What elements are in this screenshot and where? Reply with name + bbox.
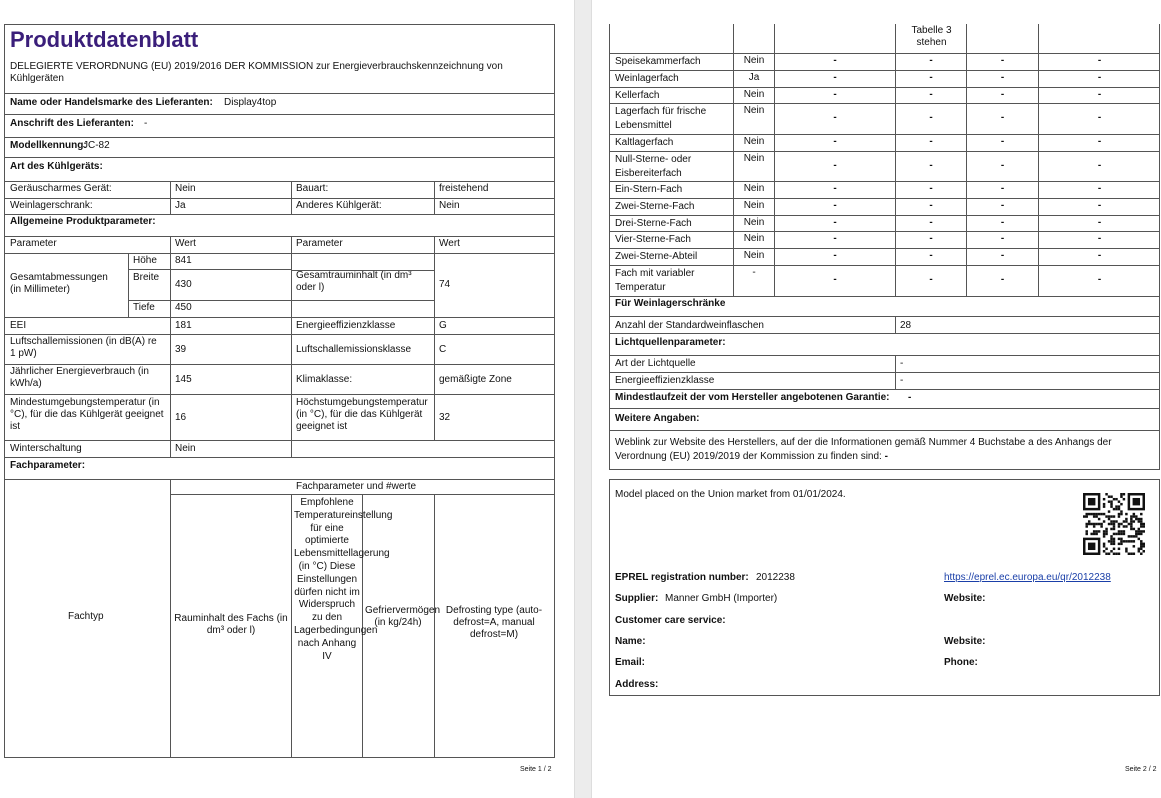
compartment-name: Null-Sterne- oder Eisbereiterfach — [615, 154, 692, 179]
dim-value: 450 — [175, 302, 192, 313]
compartment-cell: - — [929, 112, 933, 123]
param-label: Luftschallemissionsklasse — [296, 344, 412, 355]
param-label: Höchstumgebungstemperatur (in °C), für die das Kühlgerät geeignet ist — [296, 397, 428, 432]
customer-care-label: Customer care service: — [615, 615, 726, 626]
compartment-cell: - — [833, 200, 837, 211]
compartment-cell: - — [1097, 233, 1102, 244]
volume-label: Gesamtrauminhalt (in dm³ oder l) — [296, 270, 412, 293]
phone-label: Phone: — [944, 657, 978, 668]
compartment-cell: - — [1000, 274, 1005, 285]
compartment-cell: - — [1097, 72, 1102, 83]
compartment-cell: - — [929, 217, 933, 228]
page-gutter — [574, 0, 592, 798]
type-row-value: freistehend — [439, 183, 489, 194]
eprel-link[interactable]: https://eprel.ec.europa.eu/qr/2012238 — [944, 572, 1111, 583]
compartment-name: Zwei-Sterne-Abteil — [615, 251, 698, 262]
weblink-text — [615, 436, 1155, 464]
param-value: 39 — [175, 344, 187, 355]
compartment-present: Nein — [743, 105, 765, 116]
weblink-value: - — [884, 451, 888, 462]
column-header: Wert — [439, 238, 460, 249]
regulation-text: DELEGIERTE VERORDNUNG (EU) 2019/2016 DER KOMMISSION zur Energieverbrauchskennzeichnung von Kühlgeräten — [10, 61, 503, 84]
type-row-value: Nein — [439, 200, 460, 211]
model-label: Modellkennung: — [10, 140, 87, 151]
compartment-name: Lagerfach für frische Lebensmittel — [615, 106, 707, 131]
light-class-label: Energieeffizienzklasse — [615, 375, 715, 386]
param-label: Luftschallemissionen (in dB(A) re 1 pW) — [10, 336, 157, 359]
compartment-cell: - — [1000, 250, 1005, 261]
table-continuation-header: Tabelle 3 stehen — [911, 25, 952, 48]
compartment-present: Nein — [743, 183, 765, 194]
compartment-cell: - — [833, 250, 837, 261]
compartment-present: - — [752, 267, 756, 278]
weblink-text-body: Weblink zur Website des Herstellers, auf der die Informationen gemäß Nummer 4 Buchstabe a des Anhangs der Verordnung (EU) 2019/2019 der Kommission zu finden sind: — [615, 437, 1112, 462]
compartment-cell: - — [833, 72, 837, 83]
dim-label: Breite — [133, 272, 160, 283]
address-label: Anschrift des Lieferanten: — [10, 118, 134, 129]
column-fachtyp: Fachtyp — [68, 611, 104, 622]
dimensions-label: Gesamtabmessungen (in Millimeter) — [10, 272, 108, 295]
column-volume: Rauminhalt des Fachs (in dm³ oder l) — [174, 613, 288, 636]
compartment-present: Nein — [743, 153, 765, 164]
column-freezing: Gefriervermögen (in kg/24h) — [365, 605, 441, 628]
type-row-label: Bauart: — [296, 183, 329, 194]
light-heading: Lichtquellenparameter: — [615, 337, 726, 348]
compartment-name: Weinlagerfach — [615, 73, 679, 84]
compartment-name: Zwei-Sterne-Fach — [615, 201, 695, 212]
column-temperature: Empfohlene Temperatureinstellung für eine optimierte Lebensmittellagerung (in °C) Diese Einstellungen dürfen nicht im Widerspruch zu den Lagerbedingungen nach Anhang IV — [294, 497, 393, 662]
winter-value: Nein — [175, 443, 196, 454]
column-header: Parameter — [10, 238, 57, 249]
type-row-value: Nein — [175, 183, 196, 194]
dim-value: 430 — [175, 279, 192, 290]
compartment-cell: - — [929, 200, 933, 211]
dim-label: Tiefe — [133, 302, 155, 313]
type-row-label: Anderes Kühlgerät: — [296, 200, 382, 211]
compartment-cell: - — [929, 250, 933, 261]
compartment-cell: - — [1000, 89, 1005, 100]
more-heading: Weitere Angaben: — [615, 413, 700, 424]
page-title: Produktdatenblatt — [10, 27, 199, 52]
param-label: EEI — [10, 320, 27, 331]
compartment-cell: - — [1097, 217, 1102, 228]
compartment-name: Vier-Sterne-Fach — [615, 234, 691, 245]
column-header: Wert — [175, 238, 196, 249]
compartment-name: Kaltlagerfach — [615, 137, 674, 148]
compartment-cell: - — [833, 217, 837, 228]
compartment-cell: - — [1000, 233, 1005, 244]
compartment-cell: - — [929, 89, 933, 100]
column-header: Parameter — [296, 238, 343, 249]
bottles-value: 28 — [900, 320, 912, 331]
compartment-cell: - — [1000, 183, 1005, 194]
compartment-name: Drei-Sterne-Fach — [615, 218, 692, 229]
compartment-cell: - — [1097, 250, 1102, 261]
placed-on-market-text: Model placed on the Union market from 01/01/2024. — [615, 489, 846, 500]
eprel-label: EPREL registration number: — [615, 572, 749, 583]
type-row-label: Weinlagerschrank: — [10, 200, 93, 211]
compartment-present: Nein — [743, 136, 765, 147]
wine-heading: Für Weinlagerschränke — [615, 298, 726, 309]
compartment-name: Ein-Stern-Fach — [615, 184, 683, 195]
compartment-cell: - — [1000, 112, 1005, 123]
compartment-cell: - — [1097, 160, 1102, 171]
warranty-value: - — [908, 392, 912, 403]
page-1-frame — [4, 24, 555, 758]
compartment-cell: - — [1097, 136, 1102, 147]
light-type-value: - — [900, 358, 904, 369]
page-1 — [0, 0, 574, 798]
param-value: G — [439, 320, 447, 331]
compartment-present: Nein — [743, 200, 765, 211]
param-label: Jährlicher Energieverbrauch (in kWh/a) — [10, 366, 149, 389]
column-defrost: Defrosting type (auto-defrost=A, manual defrost=M) — [445, 605, 543, 640]
compartment-name: Speisekammerfach — [615, 56, 701, 67]
dim-label: Höhe — [133, 255, 157, 266]
param-value: 16 — [175, 412, 187, 423]
compartment-cell: - — [929, 55, 933, 66]
general-heading: Allgemeine Produktparameter: — [10, 216, 156, 227]
compartment-cell: - — [1000, 200, 1005, 211]
type-row-value: Ja — [175, 200, 186, 211]
compartment-cell: - — [833, 274, 837, 285]
compartment-cell: - — [1000, 136, 1005, 147]
compartment-name: Fach mit variabler Temperatur — [615, 268, 695, 293]
supplier-value: Manner GmbH (Importer) — [665, 593, 778, 604]
compartment-cell: - — [1097, 89, 1102, 100]
compartment-cell: - — [833, 55, 837, 66]
email-label: Email: — [615, 657, 646, 668]
supplier-value: Display4top — [224, 97, 277, 108]
compartment-heading: Fachparameter: — [10, 460, 86, 471]
winter-label: Winterschaltung — [10, 443, 82, 454]
compartment-cell: - — [929, 233, 933, 244]
model-value: JC-82 — [83, 140, 110, 151]
compartment-cell: - — [1097, 200, 1102, 211]
param-label: Klimaklasse: — [296, 374, 353, 385]
supplier-label: Name oder Handelsmarke des Lieferanten: — [10, 97, 213, 108]
param-label: Mindestumgebungstemperatur (in °C), für die das Kühlgerät geeignet ist — [10, 397, 164, 432]
compartment-cell: - — [833, 136, 837, 147]
compartment-cell: - — [929, 160, 933, 171]
page-2 — [592, 0, 1161, 798]
compartment-present: Nein — [743, 217, 765, 228]
name-label: Name: — [615, 636, 646, 647]
compartment-cell: - — [833, 183, 837, 194]
compartment-cell: - — [833, 160, 837, 171]
website-label: Website: — [944, 593, 986, 604]
compartment-cell: - — [833, 89, 837, 100]
type-row-label: Geräuscharmes Gerät: — [10, 183, 112, 194]
light-class-value: - — [900, 375, 904, 386]
compartment-cell: - — [929, 136, 933, 147]
eprel-value: 2012238 — [756, 572, 795, 583]
compartment-cell: - — [1097, 112, 1102, 123]
param-value: 32 — [439, 412, 451, 423]
compartment-cell: - — [1000, 217, 1005, 228]
param-value: 145 — [175, 374, 192, 385]
compartment-present: Ja — [748, 72, 760, 83]
compartment-cell: - — [929, 274, 933, 285]
compartment-cell: - — [1000, 72, 1005, 83]
compartment-present: Nein — [743, 55, 765, 66]
compartment-cell: - — [1097, 55, 1102, 66]
eprel-box — [609, 479, 1160, 696]
supplier-label: Supplier: — [615, 593, 659, 604]
compartment-cell: - — [1097, 183, 1102, 194]
qr-code-icon[interactable] — [1082, 493, 1146, 555]
light-type-label: Art der Lichtquelle — [615, 358, 696, 369]
dim-value: 841 — [175, 255, 192, 266]
page-number: Seite 1 / 2 — [520, 766, 552, 773]
param-value: 181 — [175, 320, 192, 331]
website-label: Website: — [944, 636, 986, 647]
compartment-cell: - — [833, 233, 837, 244]
param-value: gemäßigte Zone — [439, 374, 512, 385]
compartment-cell: - — [1097, 274, 1102, 285]
compartment-cell: - — [1000, 160, 1005, 171]
address-label: Address: — [615, 679, 659, 690]
compartment-name: Kellerfach — [615, 90, 660, 101]
compartment-cell: - — [833, 112, 837, 123]
bottles-label: Anzahl der Standardweinflaschen — [615, 320, 764, 331]
param-label: Energieeffizienzklasse — [296, 320, 396, 331]
volume-value: 74 — [439, 279, 451, 290]
compartment-present: Nein — [743, 233, 765, 244]
type-heading: Art des Kühlgeräts: — [10, 161, 103, 172]
compartment-group-header: Fachparameter und #werte — [296, 481, 417, 492]
page-number: Seite 2 / 2 — [1125, 766, 1157, 773]
address-value: - — [144, 118, 148, 129]
compartment-cell: - — [929, 72, 933, 83]
compartment-present: Nein — [743, 89, 765, 100]
param-value: C — [439, 344, 447, 355]
compartment-present: Nein — [743, 250, 765, 261]
compartment-cell: - — [1000, 55, 1005, 66]
warranty-label: Mindestlaufzeit der vom Hersteller angebotenen Garantie: — [615, 392, 890, 403]
compartment-cell: - — [929, 183, 933, 194]
